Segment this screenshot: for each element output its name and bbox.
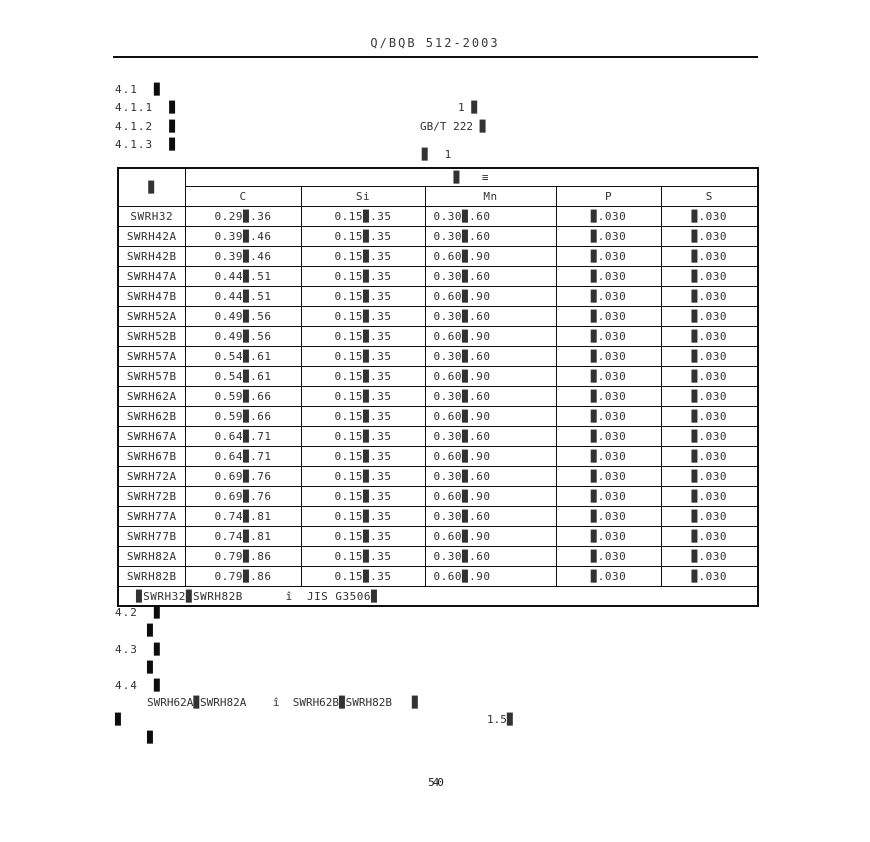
cell-c: 0.64▉.71: [185, 427, 301, 447]
section-number: 4.2: [115, 606, 138, 619]
column-header-c: C: [185, 187, 301, 207]
gap: [153, 121, 169, 132]
table-row: [118, 427, 758, 447]
table-row: [118, 327, 758, 347]
table-row: [118, 367, 758, 387]
cell-grade: SWRH77A: [118, 507, 185, 527]
table-row: [118, 307, 758, 327]
cjk-tofu-glyph: ▉: [153, 606, 161, 619]
gap: [138, 607, 154, 618]
cell-p: ▉.030: [556, 367, 661, 387]
table-row: [118, 227, 758, 247]
table-row: [118, 447, 758, 467]
column-header-s: S: [661, 187, 758, 207]
cell-mn: 0.30▉.60: [425, 267, 556, 287]
cell-c: 0.39▉.46: [185, 227, 301, 247]
cell-c: 0.44▉.51: [185, 267, 301, 287]
cell-mn: 0.30▉.60: [425, 467, 556, 487]
cell-s: ▉.030: [661, 567, 758, 587]
cell-c: 0.44▉.51: [185, 287, 301, 307]
cell-grade: SWRH42B: [118, 247, 185, 267]
cell-p: ▉.030: [556, 307, 661, 327]
header-rule: [113, 56, 758, 58]
cell-grade: SWRH67B: [118, 447, 185, 467]
section-4-3-body-tofu: ▉: [147, 661, 154, 674]
cell-grade: SWRH82A: [118, 547, 185, 567]
doc-number: Q/BQB 512-2003: [370, 36, 500, 50]
composition-table-body: [118, 207, 758, 587]
cell-si: 0.15▉.35: [301, 387, 425, 407]
cell-si: 0.15▉.35: [301, 327, 425, 347]
cell-c: 0.74▉.81: [185, 507, 301, 527]
table-row: [118, 407, 758, 427]
cell-mn: 0.30▉.60: [425, 207, 556, 227]
cell-p: ▉.030: [556, 487, 661, 507]
cell-si: 0.15▉.35: [301, 487, 425, 507]
cell-si: 0.15▉.35: [301, 427, 425, 447]
cell-grade: SWRH32: [118, 207, 185, 227]
gap: [153, 102, 169, 113]
cell-si: 0.15▉.35: [301, 467, 425, 487]
cell-si: 0.15▉.35: [301, 527, 425, 547]
cell-c: 0.69▉.76: [185, 467, 301, 487]
cell-mn: 0.60▉.90: [425, 447, 556, 467]
cell-mn: 0.30▉.60: [425, 307, 556, 327]
cell-s: ▉.030: [661, 327, 758, 347]
table-note-row: [118, 587, 758, 607]
section-4-4-body-tofu: ▉: [147, 731, 154, 744]
table-row: [118, 347, 758, 367]
cjk-tofu-glyph: ▉: [153, 83, 161, 96]
cell-si: 0.15▉.35: [301, 347, 425, 367]
cell-grade: SWRH72B: [118, 487, 185, 507]
cell-s: ▉.030: [661, 247, 758, 267]
cell-s: ▉.030: [661, 367, 758, 387]
column-header-si: Si: [301, 187, 425, 207]
cell-mn: 0.30▉.60: [425, 427, 556, 447]
section-4-4-paragraph-tofu: ▉: [115, 713, 122, 726]
section-number: 4.1: [115, 83, 138, 96]
cell-si: 0.15▉.35: [301, 307, 425, 327]
table-row: [118, 207, 758, 227]
composition-table: [117, 167, 757, 607]
cell-grade: SWRH52A: [118, 307, 185, 327]
cell-mn: 0.60▉.90: [425, 367, 556, 387]
cell-s: ▉.030: [661, 467, 758, 487]
cell-si: 0.15▉.35: [301, 367, 425, 387]
cjk-tofu-glyph: ▉: [153, 643, 161, 656]
table-row: [118, 287, 758, 307]
cell-grade: SWRH62A: [118, 387, 185, 407]
cell-p: ▉.030: [556, 447, 661, 467]
table-header-row-1: [118, 168, 758, 187]
cell-s: ▉.030: [661, 507, 758, 527]
cell-si: 0.15▉.35: [301, 507, 425, 527]
cell-s: ▉.030: [661, 387, 758, 407]
cell-grade: SWRH52B: [118, 327, 185, 347]
cell-grade: SWRH67A: [118, 427, 185, 447]
table-row: [118, 387, 758, 407]
cell-s: ▉.030: [661, 207, 758, 227]
cell-si: 0.15▉.35: [301, 227, 425, 247]
cell-grade: SWRH57A: [118, 347, 185, 367]
cell-si: 0.15▉.35: [301, 567, 425, 587]
section-4-2-body-tofu: ▉: [147, 624, 154, 637]
cell-s: ▉.030: [661, 407, 758, 427]
cell-c: 0.59▉.66: [185, 407, 301, 427]
section-number: 4.1.1: [115, 101, 154, 114]
section-4-1-1-midtext: 1 ▉: [458, 101, 478, 114]
cell-si: 0.15▉.35: [301, 447, 425, 467]
cell-s: ▉.030: [661, 267, 758, 287]
cell-c: 0.79▉.86: [185, 567, 301, 587]
gap: [138, 644, 154, 655]
cell-mn: 0.60▉.90: [425, 327, 556, 347]
cell-grade: SWRH57B: [118, 367, 185, 387]
cell-p: ▉.030: [556, 267, 661, 287]
grade-column-header: ▉: [118, 168, 185, 207]
section-4-4-value: 1.5▉: [487, 713, 514, 726]
table-row: [118, 527, 758, 547]
cell-mn: 0.60▉.90: [425, 527, 556, 547]
cell-p: ▉.030: [556, 547, 661, 567]
table-row: [118, 247, 758, 267]
cell-p: ▉.030: [556, 467, 661, 487]
section-number: 4.3: [115, 643, 138, 656]
cell-c: 0.64▉.71: [185, 447, 301, 467]
cell-mn: 0.60▉.90: [425, 487, 556, 507]
cell-grade: SWRH82B: [118, 567, 185, 587]
cell-si: 0.15▉.35: [301, 547, 425, 567]
cell-grade: SWRH47A: [118, 267, 185, 287]
cell-grade: SWRH77B: [118, 527, 185, 547]
cjk-tofu-glyph: ▉: [169, 101, 176, 114]
column-header-p: P: [556, 187, 661, 207]
section-number: 4.1.2: [115, 120, 154, 133]
cjk-tofu-glyph: ▉: [169, 120, 176, 133]
cell-si: 0.15▉.35: [301, 267, 425, 287]
gap: [138, 680, 154, 691]
page-number: 540: [428, 776, 442, 789]
cell-c: 0.69▉.76: [185, 487, 301, 507]
cell-p: ▉.030: [556, 567, 661, 587]
cell-p: ▉.030: [556, 347, 661, 367]
cell-p: ▉.030: [556, 207, 661, 227]
cell-si: 0.15▉.35: [301, 407, 425, 427]
cell-mn: 0.30▉.60: [425, 547, 556, 567]
cell-p: ▉.030: [556, 227, 661, 247]
cell-p: ▉.030: [556, 327, 661, 347]
column-header-mn: Mn: [425, 187, 556, 207]
section-number: 4.4: [115, 679, 138, 692]
section-4-2: [115, 607, 161, 618]
cell-c: 0.39▉.46: [185, 247, 301, 267]
cjk-tofu-glyph: ▉: [169, 138, 176, 151]
cell-s: ▉.030: [661, 347, 758, 367]
cell-mn: 0.30▉.60: [425, 507, 556, 527]
cell-mn: 0.60▉.90: [425, 287, 556, 307]
section-4-1-2: [115, 121, 176, 132]
table-row: [118, 567, 758, 587]
table-row: [118, 507, 758, 527]
table-row: [118, 467, 758, 487]
cell-si: 0.15▉.35: [301, 247, 425, 267]
cell-si: 0.15▉.35: [301, 207, 425, 227]
section-4-4: [115, 680, 161, 691]
cell-p: ▉.030: [556, 387, 661, 407]
cell-grade: SWRH42A: [118, 227, 185, 247]
cell-grade: SWRH72A: [118, 467, 185, 487]
cell-p: ▉.030: [556, 247, 661, 267]
cell-s: ▉.030: [661, 527, 758, 547]
cell-mn: 0.60▉.90: [425, 407, 556, 427]
cell-c: 0.54▉.61: [185, 347, 301, 367]
table-row: [118, 487, 758, 507]
cell-c: 0.49▉.56: [185, 327, 301, 347]
cell-mn: 0.30▉.60: [425, 347, 556, 367]
table-title: ▉ 1: [421, 148, 453, 161]
cell-c: 0.59▉.66: [185, 387, 301, 407]
cell-s: ▉.030: [661, 547, 758, 567]
cell-p: ▉.030: [556, 507, 661, 527]
cell-p: ▉.030: [556, 427, 661, 447]
cell-c: 0.49▉.56: [185, 307, 301, 327]
section-number: 4.1.3: [115, 138, 154, 151]
cell-p: ▉.030: [556, 287, 661, 307]
cell-s: ▉.030: [661, 487, 758, 507]
table-row: [118, 267, 758, 287]
section-4-4-grades-line: SWRH62A▉SWRH82A î SWRH62B▉SWRH82B ▉: [147, 696, 419, 709]
table-header-row-2: [118, 187, 758, 207]
cell-mn: 0.60▉.90: [425, 247, 556, 267]
section-4-1-2-midtext: GB/T 222 ▉: [420, 120, 487, 133]
section-4-3: [115, 644, 161, 655]
gap: [138, 84, 154, 95]
cell-mn: 0.30▉.60: [425, 387, 556, 407]
cell-si: 0.15▉.35: [301, 287, 425, 307]
cjk-tofu-glyph: ▉: [153, 679, 161, 692]
cell-s: ▉.030: [661, 447, 758, 467]
cell-s: ▉.030: [661, 227, 758, 247]
cell-mn: 0.60▉.90: [425, 567, 556, 587]
table-note: ▉SWRH32▉SWRH82B î JIS G3506▉: [118, 587, 758, 607]
cell-s: ▉.030: [661, 287, 758, 307]
cell-s: ▉.030: [661, 307, 758, 327]
cell-grade: SWRH47B: [118, 287, 185, 307]
section-4-1-1: [115, 102, 176, 113]
cell-s: ▉.030: [661, 427, 758, 447]
cell-c: 0.29▉.36: [185, 207, 301, 227]
cell-c: 0.79▉.86: [185, 547, 301, 567]
cell-p: ▉.030: [556, 407, 661, 427]
cell-c: 0.74▉.81: [185, 527, 301, 547]
composition-span-header: ▉ ≡: [185, 168, 758, 187]
cell-p: ▉.030: [556, 527, 661, 547]
cell-mn: 0.30▉.60: [425, 227, 556, 247]
section-4-1: [115, 84, 161, 95]
cell-grade: SWRH62B: [118, 407, 185, 427]
cell-c: 0.54▉.61: [185, 367, 301, 387]
table-row: [118, 547, 758, 567]
